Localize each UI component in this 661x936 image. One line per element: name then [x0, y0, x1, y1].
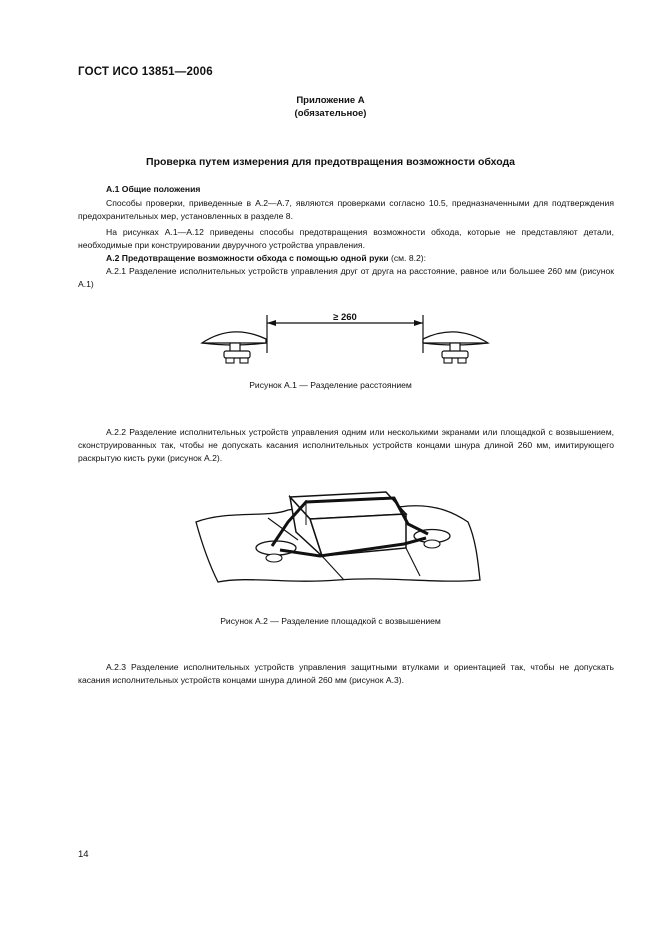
a2-heading-rest: (см. 8.2):	[388, 253, 427, 263]
a21-paragraph: А.2.1 Разделение исполнительных устройств управления друг от друга на расстояние, равное или большее 260 мм (рисунок А.1)	[78, 266, 614, 289]
figure-a2-caption: Рисунок А.2 — Разделение площадкой с возвышением	[220, 616, 441, 626]
a1-paragraph-2: На рисунках А.1—А.12 приведены способы предотвращения возможности обхода, которые не представляют детали, необходимые при конструировании двуручного устройства управления.	[78, 227, 614, 250]
figure-a2	[188, 480, 488, 600]
a2-heading-bold: А.2 Предотвращение возможности обхода с помощью одной руки	[106, 253, 389, 263]
annex-status: (обязательное)	[294, 108, 367, 119]
annex-title: Приложение А	[296, 95, 365, 106]
page-number: 14	[78, 849, 89, 860]
a1-heading: А.1 Общие положения	[106, 184, 201, 194]
a1-paragraph-1: Способы проверки, приведенные в А.2—А.7, являются проверками согласно 10.5, предназначенными для подтверждения предохранительных мер, установленных в разделе 8.	[78, 198, 614, 221]
document-header: ГОСТ ИСО 13851—2006	[78, 66, 213, 78]
a22-paragraph: А.2.2 Разделение исполнительных устройств управления одним или несколькими экранами или площадкой с возвышением, сконструированных так, чтобы не допускать касания исполнительных устройств концами шнура длиной 260 мм, имитирующего раскрытую кисть руки (рисунок А.2).	[78, 427, 614, 463]
figure-a1-caption: Рисунок А.1 — Разделение расстоянием	[249, 380, 412, 390]
figure-a1	[190, 305, 500, 375]
a2-heading	[78, 252, 614, 265]
a23-paragraph: А.2.3 Разделение исполнительных устройств управления защитными втулками и ориентацией так, чтобы не допускать касания исполнительных устройств концами шнура длиной 260 мм (рисунок А.3).	[78, 662, 614, 685]
fig1-dimension-label: ≥ 260	[333, 312, 357, 323]
right-control-device	[423, 332, 488, 363]
left-control-device	[202, 332, 266, 363]
section-title: Проверка путем измерения для предотвращения возможности обхода	[146, 156, 515, 168]
